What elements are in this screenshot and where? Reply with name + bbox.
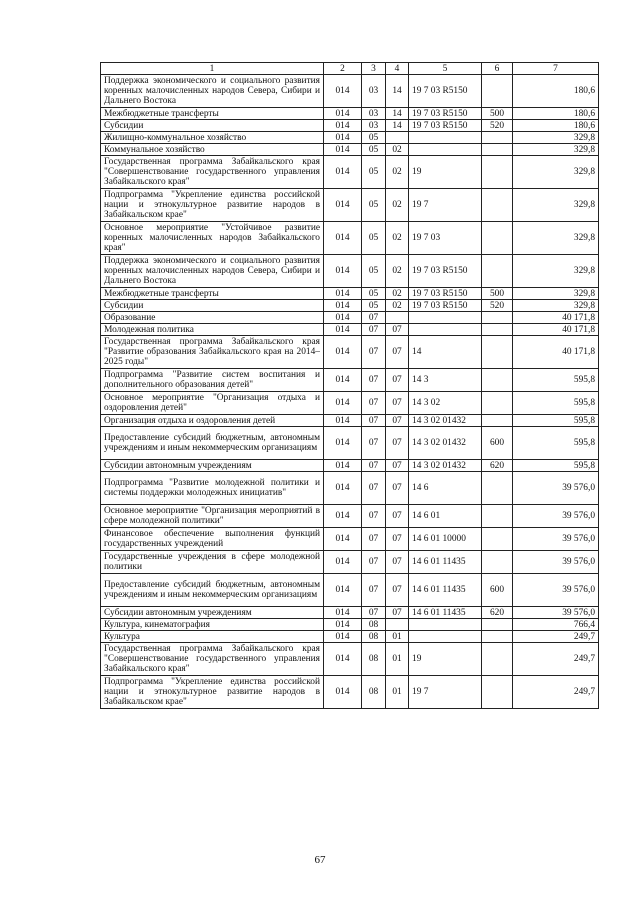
table-row (101, 427, 599, 460)
row-name-cell: Культура, кинематография (101, 619, 324, 631)
row-col5-cell (409, 312, 482, 324)
row-col6-cell (482, 336, 513, 369)
row-name-cell: Государственная программа Забайкальского края "Совершенствование государственного управления Забайкальского края" (101, 156, 324, 189)
row-name-cell: Организация отдыха и оздоровления детей (101, 415, 324, 427)
row-col2-cell: 014 (324, 427, 362, 460)
row-col4-cell: 07 (386, 551, 409, 574)
row-col4-cell: 07 (386, 472, 409, 505)
row-col2-cell: 014 (324, 574, 362, 607)
row-col2-cell: 014 (324, 528, 362, 551)
row-col3-cell: 05 (362, 156, 386, 189)
row-col2-cell: 014 (324, 324, 362, 336)
row-col4-cell: 01 (386, 676, 409, 709)
row-col6-cell: 520 (482, 120, 513, 132)
row-name-cell: Основное мероприятие "Организация мероприятий в сфере молодежной политики" (101, 505, 324, 528)
header-col-6: 6 (482, 63, 513, 75)
row-col5-cell: 14 3 02 (409, 392, 482, 415)
row-col7-cell: 249,7 (513, 631, 599, 643)
row-col2-cell: 014 (324, 619, 362, 631)
row-name-cell: Подпрограмма "Развитие молодежной политики и системы поддержки молодежных инициатив" (101, 472, 324, 505)
row-col6-cell: 620 (482, 607, 513, 619)
row-col5-cell: 19 7 03 R5150 (409, 108, 482, 120)
row-col6-cell (482, 472, 513, 505)
row-col3-cell: 05 (362, 288, 386, 300)
row-col6-cell (482, 643, 513, 676)
row-col7-cell: 766,4 (513, 619, 599, 631)
row-col6-cell: 620 (482, 460, 513, 472)
row-col3-cell: 08 (362, 643, 386, 676)
row-col4-cell (386, 312, 409, 324)
row-col6-cell (482, 132, 513, 144)
row-col2-cell: 014 (324, 369, 362, 392)
row-col5-cell: 19 (409, 643, 482, 676)
row-col5-cell: 19 7 03 R5150 (409, 300, 482, 312)
row-col2-cell: 014 (324, 676, 362, 709)
row-col3-cell: 07 (362, 574, 386, 607)
row-col6-cell (482, 392, 513, 415)
row-col4-cell: 07 (386, 427, 409, 460)
page-number: 67 (314, 854, 326, 866)
row-col3-cell: 07 (362, 607, 386, 619)
row-col5-cell (409, 324, 482, 336)
row-col4-cell: 14 (386, 120, 409, 132)
row-col4-cell: 07 (386, 528, 409, 551)
table-row (101, 528, 599, 551)
table-body (101, 75, 599, 709)
row-col6-cell: 600 (482, 427, 513, 460)
row-col6-cell (482, 369, 513, 392)
row-col3-cell: 03 (362, 75, 386, 108)
row-col4-cell: 14 (386, 75, 409, 108)
table-row (101, 392, 599, 415)
row-col3-cell: 05 (362, 255, 386, 288)
row-col5-cell: 19 7 03 R5150 (409, 288, 482, 300)
row-name-cell: Государственная программа Забайкальского края "Совершенствование государственного управления Забайкальского края" (101, 643, 324, 676)
row-col2-cell: 014 (324, 189, 362, 222)
row-col5-cell (409, 631, 482, 643)
row-col6-cell (482, 144, 513, 156)
row-col4-cell: 02 (386, 189, 409, 222)
row-col7-cell: 329,8 (513, 156, 599, 189)
table-row (101, 551, 599, 574)
row-col6-cell (482, 551, 513, 574)
row-col5-cell: 19 7 03 R5150 (409, 120, 482, 132)
row-col7-cell: 249,7 (513, 676, 599, 709)
header-col-1: 1 (101, 63, 324, 75)
table-row (101, 676, 599, 709)
row-col3-cell: 07 (362, 472, 386, 505)
row-col3-cell: 07 (362, 505, 386, 528)
row-col4-cell: 14 (386, 108, 409, 120)
row-col3-cell: 08 (362, 631, 386, 643)
table-row (101, 108, 599, 120)
row-col7-cell: 595,8 (513, 369, 599, 392)
row-name-cell: Подпрограмма "Укрепление единства российской нации и этнокультурное развитие народов в Забайкальском крае" (101, 676, 324, 709)
table-row (101, 189, 599, 222)
row-name-cell: Государственная программа Забайкальского края "Развитие образования Забайкальского края на 2014–2025 годы" (101, 336, 324, 369)
row-col7-cell: 40 171,8 (513, 324, 599, 336)
row-col7-cell: 39 576,0 (513, 574, 599, 607)
row-col3-cell: 07 (362, 415, 386, 427)
row-col2-cell: 014 (324, 312, 362, 324)
row-col4-cell (386, 619, 409, 631)
table-row (101, 324, 599, 336)
table-row (101, 144, 599, 156)
row-col2-cell: 014 (324, 505, 362, 528)
table-row (101, 574, 599, 607)
row-col7-cell: 39 576,0 (513, 528, 599, 551)
row-col5-cell: 14 3 02 01432 (409, 427, 482, 460)
row-name-cell: Образование (101, 312, 324, 324)
row-name-cell: Субсидии автономным учреждениям (101, 460, 324, 472)
row-col6-cell (482, 415, 513, 427)
row-col7-cell: 329,8 (513, 189, 599, 222)
row-col6-cell (482, 255, 513, 288)
row-col2-cell: 014 (324, 415, 362, 427)
row-col7-cell: 329,8 (513, 132, 599, 144)
row-name-cell: Подпрограмма "Укрепление единства российской нации и этнокультурное развитие народов в Забайкальском крае" (101, 189, 324, 222)
row-col6-cell (482, 676, 513, 709)
row-col7-cell: 39 576,0 (513, 505, 599, 528)
row-col4-cell (386, 132, 409, 144)
row-col6-cell: 500 (482, 288, 513, 300)
row-col7-cell: 595,8 (513, 392, 599, 415)
row-col4-cell: 07 (386, 336, 409, 369)
row-col6-cell (482, 505, 513, 528)
header-row (101, 63, 599, 75)
row-col2-cell: 014 (324, 144, 362, 156)
row-name-cell: Межбюджетные трансферты (101, 108, 324, 120)
row-col2-cell: 014 (324, 631, 362, 643)
row-col5-cell: 14 (409, 336, 482, 369)
row-col7-cell: 180,6 (513, 120, 599, 132)
row-col4-cell: 02 (386, 300, 409, 312)
table-row (101, 156, 599, 189)
row-name-cell: Подпрограмма "Развитие систем воспитания и дополнительного образования детей" (101, 369, 324, 392)
table-row (101, 132, 599, 144)
row-col4-cell: 07 (386, 324, 409, 336)
row-col7-cell: 329,8 (513, 300, 599, 312)
row-col2-cell: 014 (324, 460, 362, 472)
row-col4-cell: 07 (386, 607, 409, 619)
table-row (101, 120, 599, 132)
row-name-cell: Культура (101, 631, 324, 643)
table-row (101, 631, 599, 643)
table-row (101, 607, 599, 619)
row-col2-cell: 014 (324, 607, 362, 619)
row-col3-cell: 08 (362, 676, 386, 709)
row-col4-cell: 07 (386, 574, 409, 607)
table-row (101, 619, 599, 631)
row-name-cell: Поддержка экономического и социального развития коренных малочисленных народов Севера, Сибири и Дальнего Востока (101, 75, 324, 108)
row-col6-cell (482, 189, 513, 222)
table-row (101, 75, 599, 108)
row-col7-cell: 329,8 (513, 288, 599, 300)
row-col6-cell (482, 528, 513, 551)
row-col7-cell: 329,8 (513, 144, 599, 156)
row-name-cell: Финансовое обеспечение выполнения функций государственных учреждений (101, 528, 324, 551)
row-col7-cell: 39 576,0 (513, 472, 599, 505)
row-col5-cell: 14 6 01 11435 (409, 607, 482, 619)
row-name-cell: Межбюджетные трансферты (101, 288, 324, 300)
row-col4-cell: 02 (386, 255, 409, 288)
header-col-3: 3 (362, 63, 386, 75)
row-name-cell: Субсидии (101, 300, 324, 312)
row-col7-cell: 249,7 (513, 643, 599, 676)
row-col2-cell: 014 (324, 288, 362, 300)
row-col2-cell: 014 (324, 222, 362, 255)
row-col3-cell: 07 (362, 369, 386, 392)
row-col5-cell: 14 3 02 01432 (409, 415, 482, 427)
row-col3-cell: 03 (362, 120, 386, 132)
header-col-5: 5 (409, 63, 482, 75)
row-name-cell: Поддержка экономического и социального развития коренных малочисленных народов Севера, Сибири и Дальнего Востока (101, 255, 324, 288)
row-col2-cell: 014 (324, 300, 362, 312)
header-col-4: 4 (386, 63, 409, 75)
row-name-cell: Молодежная политика (101, 324, 324, 336)
row-col2-cell: 014 (324, 551, 362, 574)
row-name-cell: Субсидии автономным учреждениям (101, 607, 324, 619)
row-col3-cell: 07 (362, 528, 386, 551)
row-col3-cell: 05 (362, 300, 386, 312)
row-col2-cell: 014 (324, 472, 362, 505)
table-row (101, 643, 599, 676)
table-row (101, 312, 599, 324)
table-row (101, 300, 599, 312)
row-name-cell: Основное мероприятие "Организация отдыха и оздоровления детей" (101, 392, 324, 415)
row-col7-cell: 595,8 (513, 460, 599, 472)
row-col5-cell: 14 6 01 11435 (409, 551, 482, 574)
row-col5-cell: 14 6 (409, 472, 482, 505)
table-row (101, 222, 599, 255)
row-col3-cell: 07 (362, 312, 386, 324)
row-col3-cell: 07 (362, 551, 386, 574)
row-col2-cell: 014 (324, 156, 362, 189)
row-col5-cell: 14 6 01 (409, 505, 482, 528)
table-row (101, 460, 599, 472)
row-name-cell: Коммунальное хозяйство (101, 144, 324, 156)
row-col6-cell: 600 (482, 574, 513, 607)
row-col4-cell: 02 (386, 144, 409, 156)
row-col6-cell: 500 (482, 108, 513, 120)
row-col6-cell (482, 222, 513, 255)
table-row (101, 369, 599, 392)
row-col7-cell: 39 576,0 (513, 607, 599, 619)
table-row (101, 472, 599, 505)
row-name-cell: Жилищно-коммунальное хозяйство (101, 132, 324, 144)
row-col4-cell: 01 (386, 631, 409, 643)
row-col7-cell: 180,6 (513, 75, 599, 108)
row-col4-cell: 07 (386, 392, 409, 415)
row-col3-cell: 07 (362, 392, 386, 415)
row-name-cell: Предоставление субсидий бюджетным, автономным учреждениям и иным некоммерческим организациям (101, 427, 324, 460)
row-col7-cell: 595,8 (513, 415, 599, 427)
header-col-2: 2 (324, 63, 362, 75)
table-row (101, 288, 599, 300)
row-col7-cell: 595,8 (513, 427, 599, 460)
row-col5-cell (409, 132, 482, 144)
row-col5-cell: 14 6 01 10000 (409, 528, 482, 551)
row-col2-cell: 014 (324, 132, 362, 144)
row-col6-cell (482, 324, 513, 336)
row-col3-cell: 05 (362, 144, 386, 156)
row-col4-cell: 02 (386, 156, 409, 189)
row-col3-cell: 07 (362, 427, 386, 460)
row-col5-cell: 14 3 (409, 369, 482, 392)
table-row (101, 336, 599, 369)
row-col6-cell (482, 75, 513, 108)
row-col5-cell (409, 619, 482, 631)
row-col5-cell: 19 7 (409, 676, 482, 709)
row-col3-cell: 03 (362, 108, 386, 120)
row-col3-cell: 08 (362, 619, 386, 631)
row-col7-cell: 40 171,8 (513, 312, 599, 324)
row-col7-cell: 39 576,0 (513, 551, 599, 574)
row-name-cell: Субсидии (101, 120, 324, 132)
row-col6-cell (482, 156, 513, 189)
row-col7-cell: 40 171,8 (513, 336, 599, 369)
table-row (101, 255, 599, 288)
row-col4-cell: 07 (386, 369, 409, 392)
row-col2-cell: 014 (324, 392, 362, 415)
row-col5-cell: 19 7 03 (409, 222, 482, 255)
row-col2-cell: 014 (324, 643, 362, 676)
row-col5-cell: 19 (409, 156, 482, 189)
row-col4-cell: 07 (386, 415, 409, 427)
table-row (101, 415, 599, 427)
row-col5-cell: 14 6 01 11435 (409, 574, 482, 607)
row-col3-cell: 05 (362, 222, 386, 255)
row-col3-cell: 07 (362, 460, 386, 472)
row-col3-cell: 07 (362, 324, 386, 336)
row-col6-cell (482, 312, 513, 324)
row-col7-cell: 180,6 (513, 108, 599, 120)
budget-table (100, 62, 599, 709)
row-col5-cell: 14 3 02 01432 (409, 460, 482, 472)
row-name-cell: Основное мероприятие "Устойчивое развитие коренных малочисленных народов Забайкальского края" (101, 222, 324, 255)
row-col2-cell: 014 (324, 120, 362, 132)
row-col6-cell (482, 619, 513, 631)
row-col3-cell: 05 (362, 189, 386, 222)
row-col4-cell: 07 (386, 505, 409, 528)
row-col4-cell: 02 (386, 222, 409, 255)
row-col5-cell: 19 7 (409, 189, 482, 222)
row-col3-cell: 05 (362, 132, 386, 144)
row-col4-cell: 02 (386, 288, 409, 300)
row-col2-cell: 014 (324, 108, 362, 120)
row-col2-cell: 014 (324, 75, 362, 108)
row-name-cell: Предоставление субсидий бюджетным, автономным учреждениям и иным некоммерческим организациям (101, 574, 324, 607)
table-row (101, 505, 599, 528)
row-col3-cell: 07 (362, 336, 386, 369)
row-col6-cell (482, 631, 513, 643)
header-col-7: 7 (513, 63, 599, 75)
row-name-cell: Государственные учреждения в сфере молодежной политики (101, 551, 324, 574)
row-col5-cell: 19 7 03 R5150 (409, 75, 482, 108)
row-col7-cell: 329,8 (513, 222, 599, 255)
row-col7-cell: 329,8 (513, 255, 599, 288)
row-col2-cell: 014 (324, 255, 362, 288)
row-col6-cell: 520 (482, 300, 513, 312)
row-col2-cell: 014 (324, 336, 362, 369)
row-col4-cell: 07 (386, 460, 409, 472)
row-col5-cell (409, 144, 482, 156)
row-col5-cell: 19 7 03 R5150 (409, 255, 482, 288)
row-col4-cell: 01 (386, 643, 409, 676)
